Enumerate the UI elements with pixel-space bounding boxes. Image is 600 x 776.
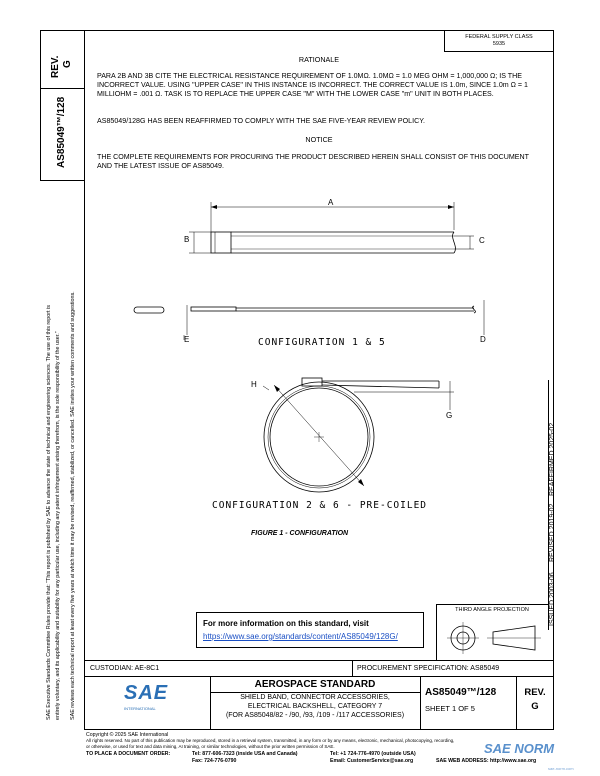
rationale-para1: PARA 2B AND 3B CITE THE ELECTRICAL RESISTANCE REQUIREMENT OF 1.0MΩ. 1.0MΩ = 1.0 MEG OHM = 1,000,000 Ω; IS THE INCORRECT VALUE. USING "UPPER CASE" IN THIS INSTANCE IS INCORRECT. THE CORRECT VALUE IS 1.0m, SINCE 1.0m Ω = 1 MILLIOHM = .001 Ω. TASK IS TO REPLACE THE UPPER CASE "M" WITH THE LOWER CASE "m" UNIT IN BOTH PLACES. xyxy=(97,72,528,98)
footer-copyright: Copyright © 2025 SAE International xyxy=(86,732,169,738)
procurement-spec: PROCUREMENT SPECIFICATION: AS85049 xyxy=(357,665,500,672)
projection-symbol-icon xyxy=(445,620,545,656)
footer-rights-2: or otherwise, or used for text and data mining, AI training, or similar technologies, without the prior written permission of SAE. xyxy=(86,744,335,749)
more-info-text: For more information on this standard, visit xyxy=(203,619,369,628)
dim-label-h: H xyxy=(251,380,257,389)
side-notice-line3: SAE reviews each technical report at least every five years at which time it may be revised, reaffirmed, stabilized, or cancelled. SAE invites your written comments and suggestions. xyxy=(70,291,76,720)
watermark: SAE NORM xyxy=(484,741,555,756)
custodian: CUSTODIAN: AE-8C1 xyxy=(90,665,160,672)
caption-config-1-5: CONFIGURATION 1 & 5 xyxy=(258,337,386,348)
federal-supply-value: 5935 xyxy=(492,41,506,47)
dim-label-e: E xyxy=(184,335,190,344)
dim-label-a: A xyxy=(328,198,334,207)
sae-logo: SAE xyxy=(124,682,169,704)
issued-date: ISSUED 2003-06 xyxy=(549,572,556,626)
side-notice-line1: SAE Executive Standards Committee Rules provide that: “This report is published by SAE to advance the state of technical and engineering sciences. The use of this report is xyxy=(46,305,52,720)
more-info-box xyxy=(196,612,424,648)
side-notice-line2: entirely voluntary, and its applicability and suitability for any particular use, including any patent infringement arising therefrom, is the sole responsibility of the user.” xyxy=(55,331,61,720)
dim-label-b: B xyxy=(184,235,190,244)
footer-email[interactable]: Email: CustomerService@sae.org xyxy=(330,758,414,764)
notice-text: THE COMPLETE REQUIREMENTS FOR PROCURING THE PRODUCT DESCRIBED HEREIN SHALL CONSIST OF THIS DOCUMENT AND THE LATEST ISSUE OF AS85049. xyxy=(97,153,529,170)
title-line2: ELECTRICAL BACKSHELL, CATEGORY 7 xyxy=(247,703,383,710)
watermark-sub: sae-norm.com xyxy=(548,766,574,771)
footer-tel-outside: Tel: +1 724-776-4970 (outside USA) xyxy=(330,751,416,757)
caption-config-2-6: CONFIGURATION 2 & 6 - PRE-COILED xyxy=(212,500,428,511)
dim-label-c: C xyxy=(479,236,485,245)
dim-label-d: D xyxy=(480,335,486,344)
title-line1: SHIELD BAND, CONNECTOR ACCESSORIES, xyxy=(240,694,390,701)
left-rev-value: G xyxy=(62,60,73,68)
title-line3: (FOR AS85048/82 - /90, /93, /109 - /117 ACCESSORIES) xyxy=(225,712,405,719)
more-info-link[interactable]: https://www.sae.org/standards/content/AS85049/128G/ xyxy=(203,632,398,641)
footer-web[interactable]: SAE WEB ADDRESS: http://www.sae.org xyxy=(436,758,537,764)
notice-heading: NOTICE xyxy=(305,135,333,144)
federal-supply-label: FEDERAL SUPPLY CLASS xyxy=(465,34,533,40)
sheet-number: SHEET 1 OF 5 xyxy=(425,704,475,713)
revised-date: REVISED 2019-02 xyxy=(549,503,556,562)
rationale-heading: RATIONALE xyxy=(298,55,340,64)
footer-fax: Fax: 724-776-0790 xyxy=(192,758,237,764)
dim-label-g: G xyxy=(446,411,453,420)
standard-type: AEROSPACE STANDARD xyxy=(254,679,376,690)
projection-label: THIRD ANGLE PROJECTION xyxy=(455,607,529,613)
figure-title: FIGURE 1 - CONFIGURATION xyxy=(251,530,349,537)
footer-order-label: TO PLACE A DOCUMENT ORDER: xyxy=(86,751,171,757)
sae-logo-sub: INTERNATIONAL xyxy=(124,706,156,711)
reaffirmed-date: REAFFIRMED 2025-02 xyxy=(549,422,556,496)
title-rev-label: REV. xyxy=(524,687,546,698)
footer-tel: Tel: 877-606-7323 (inside USA and Canada) xyxy=(192,751,298,757)
left-doc-number: AS85049™/128 xyxy=(56,96,67,168)
title-doc-number: AS85049™/128 xyxy=(425,687,497,698)
footer-rights-1: All rights reserved. No part of this publication may be reproduced, stored in a retrieval system, transmitted, in any form or by any means, electronic, mechanical, photocopying, recording, xyxy=(86,738,455,743)
rationale-para2: AS85049/128G HAS BEEN REAFFIRMED TO COMPLY WITH THE SAE FIVE-YEAR REVIEW POLICY. xyxy=(97,117,425,125)
title-rev-value: G xyxy=(531,701,539,712)
left-rev-label: REV. xyxy=(50,55,61,78)
